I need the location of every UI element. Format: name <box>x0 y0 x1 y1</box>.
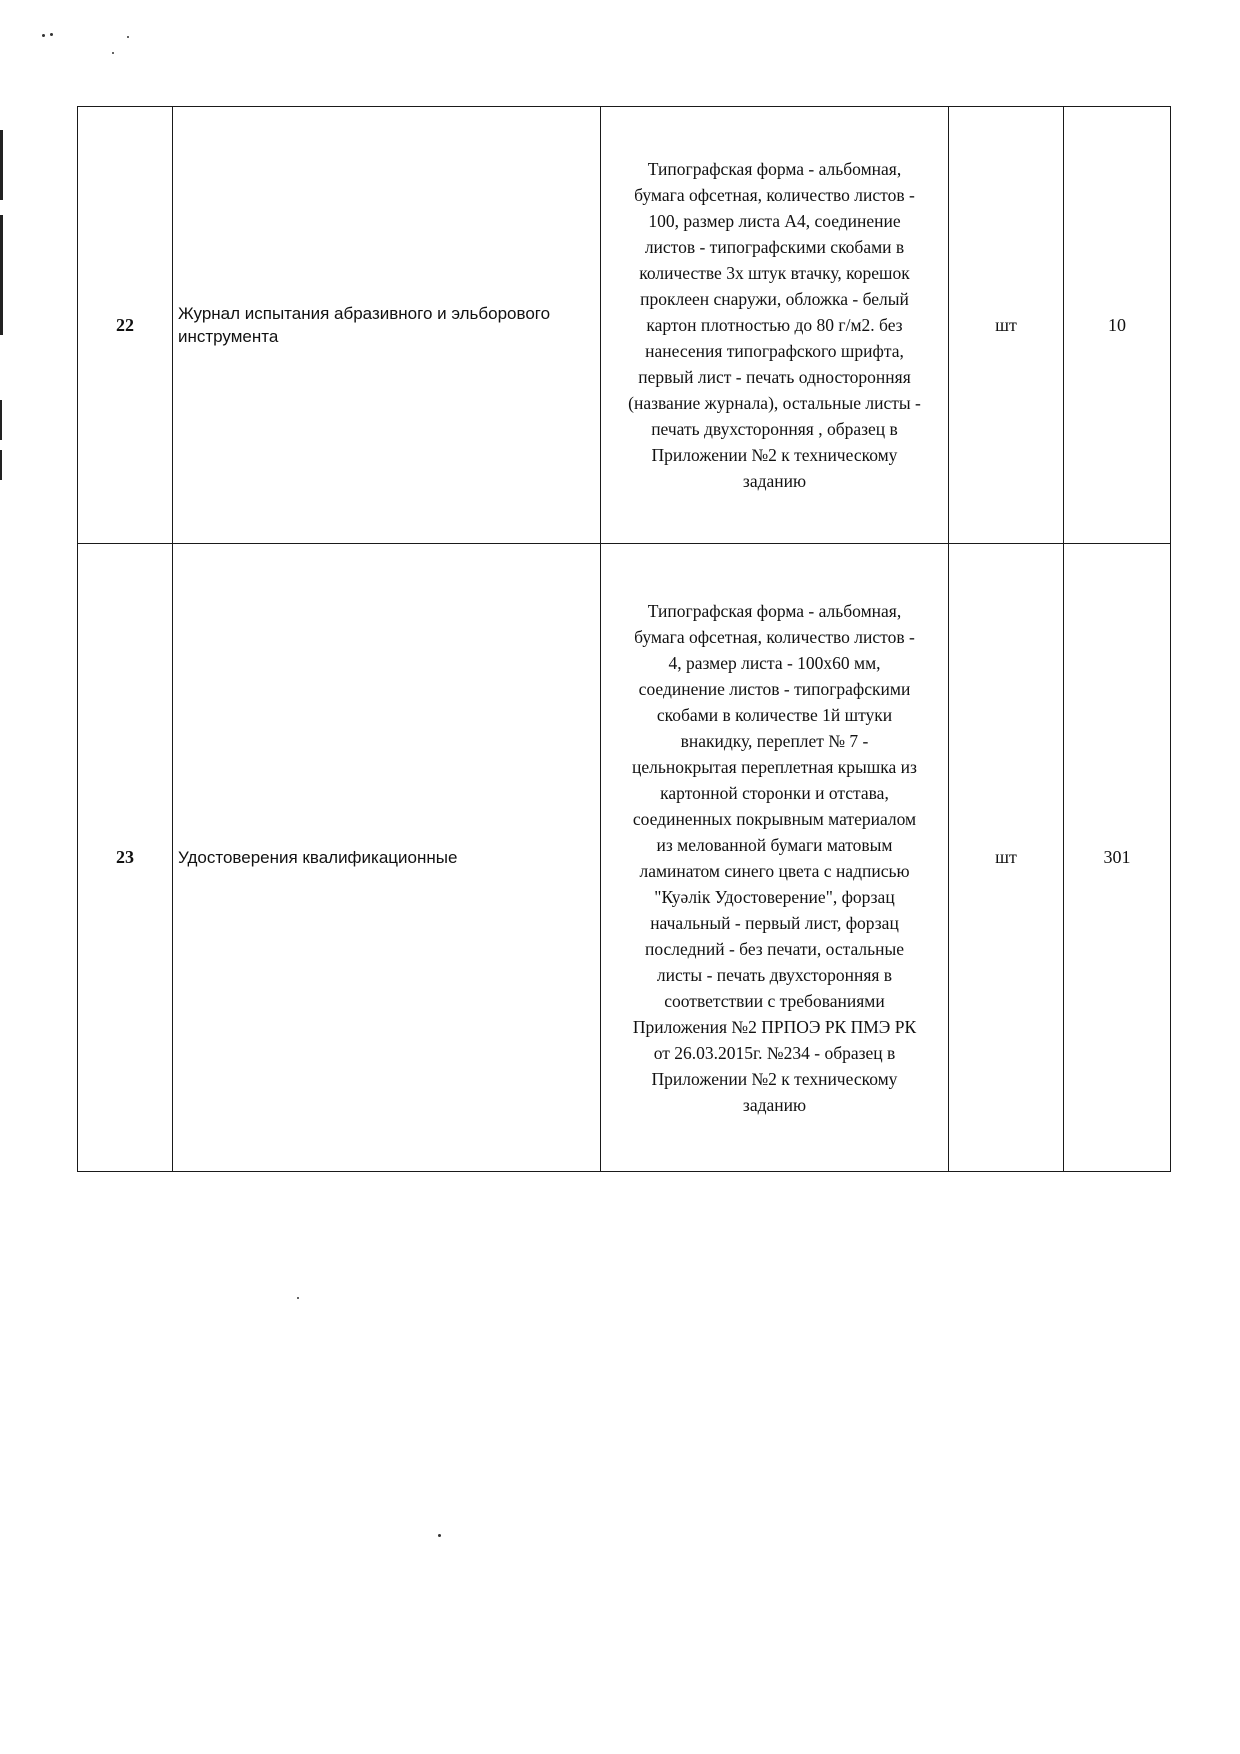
row-number: 22 <box>78 107 173 544</box>
unit-of-measure: шт <box>949 544 1064 1172</box>
specification-table <box>77 106 1171 1172</box>
scan-speck <box>50 33 53 36</box>
item-name: Удостоверения квалификационные <box>173 544 601 1172</box>
scan-edge-mark <box>0 450 2 480</box>
table-row <box>78 107 1171 544</box>
table-row <box>78 544 1171 1172</box>
scan-speck <box>297 1297 299 1299</box>
unit-of-measure: шт <box>949 107 1064 544</box>
item-name: Журнал испытания абразивного и эльборового инструмента <box>173 107 601 544</box>
item-description: Типографская форма - альбомная, бумага офсетная, количество листов - 100, размер листа А4, соединение листов - типографскими скобами в количестве 3х штук втачку, корешок проклеен снаружи, обложка - белый картон плотностью до 80 г/м2. без нанесения типографского шрифта, первый лист - печать односторонняя (название журнала), остальные листы - печать двухсторонняя , образец в Приложении №2 к техническому заданию <box>628 159 921 491</box>
scan-edge-mark <box>0 130 3 200</box>
quantity: 301 <box>1064 544 1171 1172</box>
quantity: 10 <box>1064 107 1171 544</box>
row-number: 23 <box>78 544 173 1172</box>
scan-edge-mark <box>0 400 2 440</box>
scan-edge-mark <box>0 215 3 335</box>
scan-speck <box>438 1534 441 1537</box>
item-description: Типографская форма - альбомная, бумага офсетная, количество листов - 4, размер листа - 100х60 мм, соединение листов - типографскими скобами в количестве 1й штуки внакидку, переплет № 7 - цельнокрытая переплетная крышка из картонной сторонки и отстава, соединенных покрывным материалом из мелованной бумаги матовым ламинатом синего цвета с надписью "Куәлік Удостоверение", форзац начальный - первый лист, форзац последний - без печати, остальные листы - печать двухсторонняя в соответствии с требованиями Приложения №2 ПРПОЭ РК ПМЭ РК от 26.03.2015г. №234 - образец в Приложении №2 к техническому заданию <box>632 600 917 1115</box>
item-description-cell <box>601 107 949 544</box>
scan-speck <box>112 52 114 54</box>
scan-speck <box>42 34 45 37</box>
item-description-cell <box>601 544 949 1172</box>
scan-speck <box>127 36 129 38</box>
